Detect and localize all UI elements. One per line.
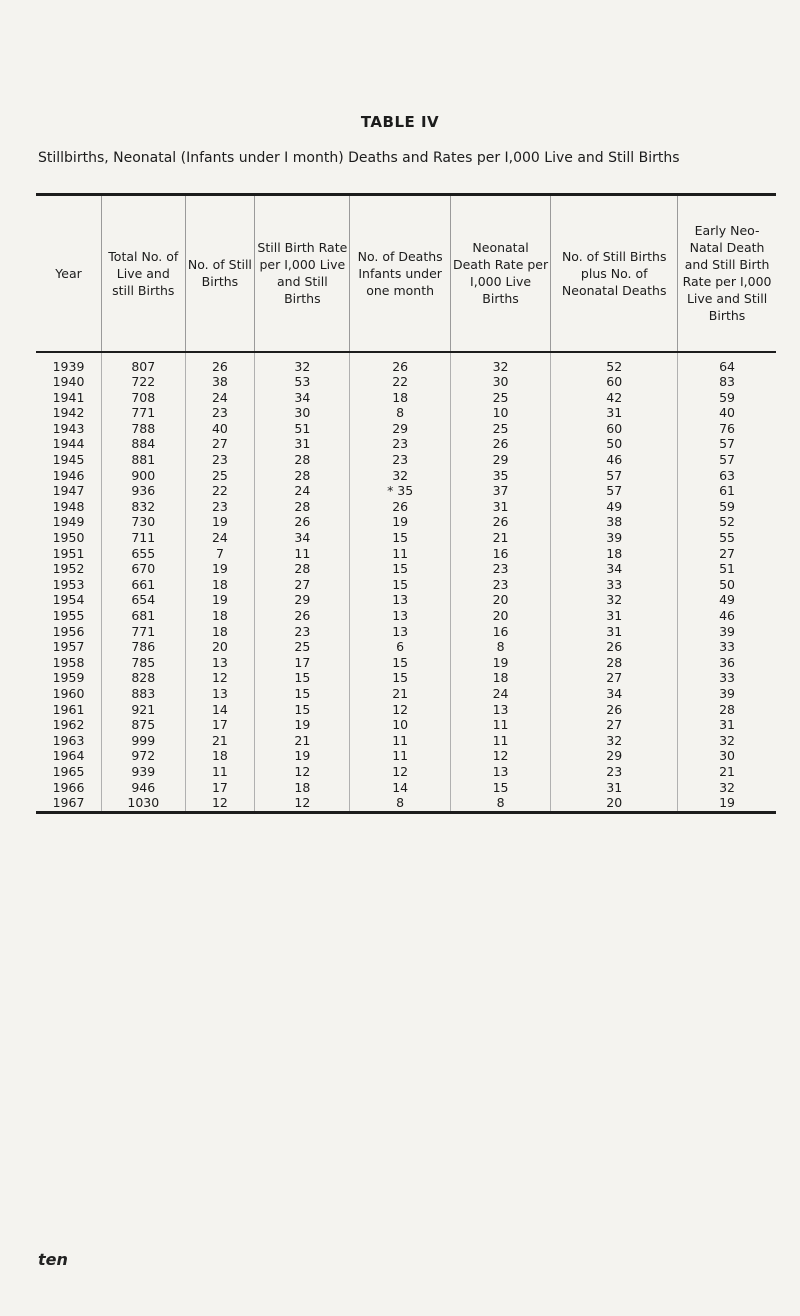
table-cell: 28	[255, 468, 350, 484]
year-cell: 1965	[52, 763, 85, 779]
table-cell: 26	[255, 514, 350, 530]
table-cell: 55	[678, 530, 776, 546]
table-cell: 36	[678, 655, 776, 671]
table-cell: 57	[551, 483, 678, 499]
table-cell: 26	[255, 608, 350, 624]
table-cell: 12	[350, 764, 450, 780]
table-cell: 13	[450, 764, 550, 780]
year-cell: 1948	[52, 498, 85, 514]
table-cell: 19	[350, 514, 450, 530]
table-cell: 42	[551, 390, 678, 406]
table-cell: 26	[450, 436, 550, 452]
table-row	[36, 499, 776, 515]
table-row	[36, 717, 776, 733]
table-cell: 59	[678, 390, 776, 406]
table-cell: 6	[350, 639, 450, 655]
table-cell: 12	[255, 795, 350, 812]
table-cell: 15	[350, 670, 450, 686]
table-row	[36, 514, 776, 530]
table-cell: 29	[255, 592, 350, 608]
table-cell: 807	[102, 352, 186, 375]
table-cell: 18	[185, 624, 255, 640]
table-row	[36, 733, 776, 749]
column-header: No. of Deaths Infants under one month	[350, 195, 450, 352]
table-cell: 8	[450, 795, 550, 812]
year-cell: 1962	[52, 717, 85, 733]
table-cell: 681	[102, 608, 186, 624]
table-cell: 11	[350, 748, 450, 764]
table-cell: 13	[350, 592, 450, 608]
table-cell: 32	[551, 733, 678, 749]
table-cell: 883	[102, 686, 186, 702]
year-cell: 1939	[52, 358, 85, 374]
table-cell: 52	[678, 514, 776, 530]
table-cell: 49	[678, 592, 776, 608]
table-row	[36, 530, 776, 546]
year-cell: 1954	[52, 592, 85, 608]
table-cell: 12	[255, 764, 350, 780]
table-cell: 37	[450, 483, 550, 499]
table-cell: 23	[450, 561, 550, 577]
year-cell: 1953	[52, 576, 85, 592]
column-header: No. of Still Births plus No. of Neonatal Deaths	[551, 195, 678, 352]
year-cell: 1943	[52, 420, 85, 436]
table-cell: 11	[450, 733, 550, 749]
table-cell: 23	[450, 577, 550, 593]
table-cell: 40	[678, 405, 776, 421]
table-cell: 32	[678, 780, 776, 796]
table-row	[36, 452, 776, 468]
table-row	[36, 655, 776, 671]
table-cell: 32	[350, 468, 450, 484]
table-cell: 26	[551, 702, 678, 718]
table-body	[36, 352, 776, 813]
table-cell: 828	[102, 670, 186, 686]
table-cell: 25	[450, 390, 550, 406]
table-cell: 14	[350, 780, 450, 796]
table-cell: 51	[255, 421, 350, 437]
table-cell: 670	[102, 561, 186, 577]
table-cell: 23	[185, 452, 255, 468]
year-cell: 1942	[52, 405, 85, 421]
year-cell: 1959	[52, 670, 85, 686]
header-row	[36, 195, 776, 352]
table-row	[36, 686, 776, 702]
table-cell: 21	[678, 764, 776, 780]
table-cell: 20	[450, 608, 550, 624]
table-row	[36, 374, 776, 390]
year-cell: 1960	[52, 685, 85, 701]
table-row	[36, 764, 776, 780]
table-cell: 61	[678, 483, 776, 499]
table-cell: 32	[551, 592, 678, 608]
table-row	[36, 608, 776, 624]
table-cell: 921	[102, 702, 186, 718]
table-cell: 13	[185, 655, 255, 671]
table-cell: 22	[185, 483, 255, 499]
table-cell: 24	[185, 390, 255, 406]
table-cell: 32	[678, 733, 776, 749]
year-cell: 1944	[52, 436, 85, 452]
table-cell: 730	[102, 514, 186, 530]
table-cell: 19	[450, 655, 550, 671]
table-row	[36, 624, 776, 640]
table-cell: 10	[350, 717, 450, 733]
table-cell: 33	[551, 577, 678, 593]
year-cell: 1967	[36, 795, 102, 812]
table-cell: 35	[450, 468, 550, 484]
year-cell: 1951	[52, 545, 85, 561]
table-cell: 26	[185, 352, 255, 375]
table-cell: 654	[102, 592, 186, 608]
year-cell: 1952	[52, 561, 85, 577]
table-cell: * 35	[350, 483, 450, 499]
table-cell: 31	[255, 436, 350, 452]
table-cell: 57	[678, 452, 776, 468]
table-cell: 23	[185, 499, 255, 515]
table-cell: 12	[350, 702, 450, 718]
table-cell: 785	[102, 655, 186, 671]
year-cell: 1947	[52, 483, 85, 499]
table-cell: 31	[678, 717, 776, 733]
table-cell: 19	[185, 592, 255, 608]
table-cell: 999	[102, 733, 186, 749]
table-cell: 32	[450, 352, 550, 375]
table-cell: 21	[185, 733, 255, 749]
table-row	[36, 468, 776, 484]
table-cell: 25	[450, 421, 550, 437]
table-cell: 46	[678, 608, 776, 624]
table-cell: 23	[185, 405, 255, 421]
table-cell: 10	[450, 405, 550, 421]
table-row	[36, 483, 776, 499]
table-cell: 31	[551, 624, 678, 640]
table-cell: 23	[350, 452, 450, 468]
year-cell: 1955	[52, 608, 85, 623]
table-cell: 15	[255, 670, 350, 686]
table-cell: 832	[102, 499, 186, 515]
table-cell: 18	[450, 670, 550, 686]
table-cell: 11	[185, 764, 255, 780]
table-cell: 28	[678, 702, 776, 718]
table-cell: 15	[350, 561, 450, 577]
year-cell: 1964	[52, 748, 85, 764]
table-cell: 26	[551, 639, 678, 655]
year-cell: 1958	[52, 654, 85, 670]
column-header: Neonatal Death Rate per I,000 Live Births	[450, 195, 550, 352]
table-cell: 28	[255, 561, 350, 577]
table-cell: 31	[551, 405, 678, 421]
table-cell: 708	[102, 390, 186, 406]
table-cell: 15	[350, 530, 450, 546]
table-row	[36, 577, 776, 593]
table-row	[36, 421, 776, 437]
table-cell: 14	[185, 702, 255, 718]
table-cell: 21	[450, 530, 550, 546]
table-cell: 57	[678, 436, 776, 452]
table-cell: 32	[255, 352, 350, 375]
table-cell: 31	[450, 499, 550, 515]
table-cell: 946	[102, 780, 186, 796]
table-cell: 8	[350, 795, 450, 812]
table-cell: 76	[678, 421, 776, 437]
table-row	[36, 795, 776, 812]
table-cell: 28	[255, 452, 350, 468]
table-cell: 11	[350, 733, 450, 749]
table-subtitle: Stillbirths, Neonatal (Infants under I month) Deaths and Rates per I,000 Live and Still Births	[38, 150, 680, 166]
table-cell: 27	[185, 436, 255, 452]
table-cell: 16	[450, 624, 550, 640]
table-cell: 27	[551, 717, 678, 733]
table-cell: 21	[350, 686, 450, 702]
table-cell: 17	[185, 717, 255, 733]
table-cell: 19	[678, 795, 776, 812]
table-cell: 29	[450, 452, 550, 468]
table-cell: 34	[551, 686, 678, 702]
table-cell: 20	[551, 795, 678, 812]
table-cell: 771	[102, 405, 186, 421]
table-cell: 27	[255, 577, 350, 593]
table-cell: 11	[255, 546, 350, 562]
table-cell: 722	[102, 374, 186, 390]
table-cell: 39	[678, 624, 776, 640]
table-cell: 18	[255, 780, 350, 796]
table-cell: 13	[450, 702, 550, 718]
year-cell: 1945	[52, 452, 85, 468]
table-cell: 34	[551, 561, 678, 577]
table-cell: 19	[255, 717, 350, 733]
column-header: Still Birth Rate per I,000 Live and Still Births	[255, 195, 350, 352]
table-cell: 39	[551, 530, 678, 546]
table-row	[36, 780, 776, 796]
table-cell: 27	[678, 546, 776, 562]
table-cell: 19	[255, 748, 350, 764]
table-cell: 8	[350, 405, 450, 421]
year-cell: 1961	[52, 701, 85, 717]
table-cell: 33	[678, 639, 776, 655]
table-cell: 31	[551, 608, 678, 624]
table-cell: 939	[102, 764, 186, 780]
table-cell: 786	[102, 639, 186, 655]
table-cell: 15	[255, 702, 350, 718]
table-cell: 23	[255, 624, 350, 640]
column-header: Early Neo-Natal Death and Still Birth Rate per I,000 Live and Still Births	[678, 195, 776, 352]
table-cell: 12	[450, 748, 550, 764]
table-cell: 15	[450, 780, 550, 796]
table-cell: 19	[185, 561, 255, 577]
table-cell: 30	[255, 405, 350, 421]
table-cell: 12	[185, 795, 255, 812]
table-row	[36, 546, 776, 562]
table-cell: 25	[255, 639, 350, 655]
table-row	[36, 390, 776, 406]
table-cell: 60	[551, 374, 678, 390]
table-row	[36, 592, 776, 608]
table-cell: 18	[350, 390, 450, 406]
table-cell: 13	[185, 686, 255, 702]
year-cell: 1941	[52, 389, 85, 405]
table-row	[36, 670, 776, 686]
table-cell: 15	[255, 686, 350, 702]
table-cell: 33	[678, 670, 776, 686]
table-cell: 972	[102, 748, 186, 764]
table-cell: 38	[551, 514, 678, 530]
table-cell: 936	[102, 483, 186, 499]
table-cell: 34	[255, 390, 350, 406]
table-cell: 53	[255, 374, 350, 390]
table-cell: 19	[185, 514, 255, 530]
table-cell: 46	[551, 452, 678, 468]
year-cell: 1957	[52, 639, 85, 655]
table-cell: 25	[185, 468, 255, 484]
table-cell: 29	[551, 748, 678, 764]
table-cell: 18	[551, 546, 678, 562]
table-cell: 875	[102, 717, 186, 733]
table-cell: 28	[255, 499, 350, 515]
table-cell: 13	[350, 624, 450, 640]
table-cell: 26	[450, 514, 550, 530]
table-cell: 11	[350, 546, 450, 562]
table-cell: 22	[350, 374, 450, 390]
table-cell: 17	[255, 655, 350, 671]
table-cell: 13	[350, 608, 450, 624]
year-cell: 1949	[52, 514, 85, 530]
table-cell: 11	[450, 717, 550, 733]
table-cell: 15	[350, 577, 450, 593]
table-cell: 57	[551, 468, 678, 484]
table-cell: 18	[185, 577, 255, 593]
table-cell: 15	[350, 655, 450, 671]
table-cell: 30	[450, 374, 550, 390]
year-cell: 1966	[52, 779, 85, 795]
table-row	[36, 639, 776, 655]
table-cell: 31	[551, 780, 678, 796]
table-row	[36, 748, 776, 764]
table-row	[36, 561, 776, 577]
table-cell: 18	[185, 748, 255, 764]
table-cell: 63	[678, 468, 776, 484]
table-cell: 39	[678, 686, 776, 702]
table-cell: 51	[678, 561, 776, 577]
table-cell: 12	[185, 670, 255, 686]
table-cell: 27	[551, 670, 678, 686]
column-header: No. of Still Births	[185, 195, 255, 352]
table-cell: 59	[678, 499, 776, 515]
table-cell: 28	[551, 655, 678, 671]
table-cell: 24	[450, 686, 550, 702]
table-cell: 60	[551, 421, 678, 437]
table-row	[36, 436, 776, 452]
column-header: Year	[36, 195, 102, 352]
table-cell: 20	[185, 639, 255, 655]
table-cell: 17	[185, 780, 255, 796]
table-cell: 29	[350, 421, 450, 437]
table-cell: 24	[255, 483, 350, 499]
table-cell: 49	[551, 499, 678, 515]
table-cell: 23	[551, 764, 678, 780]
table-cell: 83	[678, 374, 776, 390]
table-cell: 1030	[102, 795, 186, 812]
table-cell: 50	[551, 436, 678, 452]
table-cell: 21	[255, 733, 350, 749]
table-cell: 884	[102, 436, 186, 452]
table-cell: 26	[350, 499, 450, 515]
table-cell: 771	[102, 624, 186, 640]
table-cell: 7	[185, 546, 255, 562]
table-cell: 661	[102, 577, 186, 593]
table-row	[36, 702, 776, 718]
table-cell: 655	[102, 546, 186, 562]
table-cell: 26	[350, 352, 450, 375]
table-cell: 40	[185, 421, 255, 437]
table-cell: 64	[678, 352, 776, 375]
stillbirths-table	[36, 193, 776, 814]
page-footer: ten	[38, 1250, 68, 1269]
table-cell: 38	[185, 374, 255, 390]
table-cell: 16	[450, 546, 550, 562]
table-cell: 50	[678, 577, 776, 593]
table-cell: 34	[255, 530, 350, 546]
year-cell: 1956	[52, 623, 85, 639]
table-cell: 30	[678, 748, 776, 764]
table-row	[36, 405, 776, 421]
table-cell: 20	[450, 592, 550, 608]
year-cell: 1946	[52, 467, 85, 483]
table-cell: 711	[102, 530, 186, 546]
table-row	[36, 352, 776, 375]
table-cell: 881	[102, 452, 186, 468]
table-cell: 8	[450, 639, 550, 655]
year-cell: 1963	[52, 732, 85, 748]
table-cell: 788	[102, 421, 186, 437]
year-cell: 1940	[52, 374, 85, 390]
table-cell: 900	[102, 468, 186, 484]
table-cell: 24	[185, 530, 255, 546]
table-cell: 23	[350, 436, 450, 452]
table-cell: 18	[185, 608, 255, 624]
table-cell: 52	[551, 352, 678, 375]
table-title: TABLE IV	[360, 113, 440, 131]
column-header: Total No. of Live and still Births	[102, 195, 186, 352]
year-cell: 1950	[52, 530, 85, 546]
